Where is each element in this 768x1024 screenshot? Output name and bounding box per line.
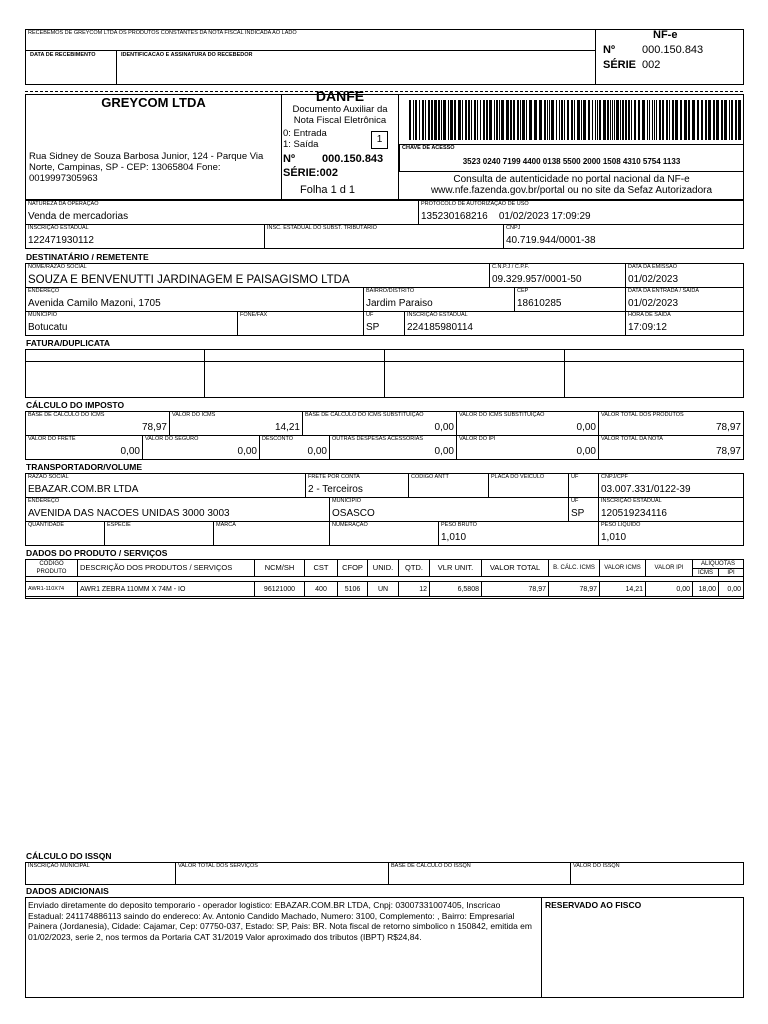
td-cfop: 5106 <box>337 581 368 597</box>
transp-especie-label: ESPÉCIE <box>107 522 131 528</box>
td-ncm: 96121000 <box>254 581 305 597</box>
transp-razao-label: RAZÃO SOCIAL <box>28 474 69 480</box>
td-vicms: 14,21 <box>599 581 646 597</box>
th-cst: CST <box>304 559 338 577</box>
danfe-subtitle1: Documento Auxiliar da <box>292 104 388 115</box>
bc-icms-label: BASE DE CÁLCULO DO ICMS <box>28 412 105 418</box>
consulta-line2: www.nfe.fazenda.gov.br/portal ou no site da Sefaz Autorizadora <box>430 185 713 196</box>
total-nota-label: VALOR TOTAL DA NOTA <box>601 436 663 442</box>
dest-fone-label: FONE/FAX <box>240 312 268 318</box>
issqn-total-label: VALOR TOTAL DOS SERVIÇOS <box>178 863 258 869</box>
bc-st-label: BASE DE CÁLCULO DO ICMS SUBSTITUIÇÃO <box>305 412 424 418</box>
ie-st-label: INSC. ESTADUAL DO SUBST. TRIBUTÁRIO <box>267 225 377 231</box>
dest-ie-value: 224185980114 <box>407 322 473 333</box>
th-vipi: VALOR IPI <box>645 559 693 577</box>
transp-razao-value: EBAZAR.COM.BR LTDA <box>28 484 139 495</box>
chave-value: 3523 0240 7199 4400 0138 5500 2000 1508 4310 5754 1133 <box>462 157 681 166</box>
dest-fone-cell <box>237 311 364 336</box>
total-nota-cell <box>598 435 744 460</box>
transp-frete-label: FRETE POR CONTA <box>308 474 360 480</box>
reservado-divider <box>541 897 542 998</box>
th-descricao: DESCRIÇÃO DOS PRODUTOS / SERVIÇOS <box>77 559 255 577</box>
dest-municipio-cell <box>25 311 238 336</box>
dest-entrada-cell <box>625 287 744 312</box>
danfe-serie: SÉRIE:002 <box>283 167 339 179</box>
dest-entrada-value: 01/02/2023 <box>628 298 679 309</box>
barcode <box>409 100 741 140</box>
canhoto-numero: 000.150.843 <box>642 44 704 56</box>
dest-endereco-label: ENDEREÇO <box>28 288 60 294</box>
transp-uf-label: UF <box>571 474 579 480</box>
cnpj-value: 40.719.944/0001-38 <box>506 235 596 246</box>
transp-antt-label: CODIGO ANTT <box>411 474 449 480</box>
adicionais-texto: Enviado diretamente do deposito temporario - operador logistico: EBAZAR.COM.BR LTDA, Cnpj: 03007331007405, Inscricao Estadual: 241174886113 saindo do endereco: Av. Antonio Candido Machado, Numero: 3100, Complemento: , Bairro: Empresarial Painera (Jordanesia), Cidade: Cajamar, Cep: 07750-037, Estado: SP, Pais: BR. Nota fiscal de retorno simbolico n 150842, emitida em 01/02/2023, serie 2, nos termos da Portaria CAT 31/2019 Valor aproximado dos tributos (IBPT) R$24,84. <box>28 900 532 942</box>
transp-municipio-cell <box>329 497 569 522</box>
dest-ie-label: INSCRIÇÃO ESTADUAL <box>407 312 468 318</box>
transp-bruto-cell <box>438 521 599 546</box>
protocolo-label: PROTOCOLO DE AUTORIZAÇÃO DE USO <box>421 201 529 207</box>
issqn-total-cell <box>175 862 389 885</box>
ie-cell <box>25 224 265 249</box>
transp-bruto-value: 1,010 <box>441 532 467 543</box>
outras-value: 0,00 <box>434 446 454 457</box>
transp-bruto-label: PESO BRUTO <box>441 522 477 528</box>
bc-st-cell <box>302 411 457 436</box>
dest-bairro-cell <box>363 287 515 312</box>
td-cst: 400 <box>304 581 338 597</box>
dest-municipio-label: MUNICÍPIO <box>28 312 58 318</box>
canhoto-serie-label: SÉRIE <box>603 59 637 71</box>
ie-label: INSCRIÇÃO ESTADUAL <box>28 225 89 231</box>
td-aipi: 0,00 <box>718 581 744 597</box>
data-recebimento-label: DATA DE RECEBIMENTO <box>30 52 96 58</box>
transp-liquido-cell <box>598 521 744 546</box>
dest-entrada-label: DATA DA ENTRADA / SAIDA <box>628 288 700 294</box>
seguro-value: 0,00 <box>237 446 257 457</box>
transp-endereco-value: AVENIDA DAS NACOES UNIDAS 3000 3003 <box>28 508 230 519</box>
transp-qtd-cell <box>25 521 105 546</box>
dest-cep-value: 18610285 <box>517 298 562 309</box>
dest-bairro-value: Jardim Paraiso <box>366 298 433 309</box>
transp-municipio-label: MUNICÍPIO <box>332 498 362 504</box>
th-cfop: CFOP <box>337 559 368 577</box>
natureza-value: Venda de mercadorias <box>28 211 129 222</box>
bc-icms-cell <box>25 411 170 436</box>
transp-frete-cell <box>305 473 409 498</box>
emitente-endereco: Rua Sidney de Souza Barbosa Junior, 124 - Parque Via Norte, Campinas, SP - CEP: 13065804 Fone: 0019997305963 <box>29 151 264 184</box>
dest-emissao-label: DATA DA EMISSÃO <box>628 264 678 270</box>
icms-cell <box>169 411 303 436</box>
danfe-entrada: 0: Entrada <box>283 128 327 139</box>
transp-endereco-cell <box>25 497 330 522</box>
total-nota-value: 78,97 <box>715 446 741 457</box>
dest-municipio-value: Botucatu <box>28 322 68 333</box>
transp-numeracao-cell <box>329 521 439 546</box>
th-codigo: CÓDIGO PRODUTO <box>25 559 78 577</box>
dest-endereco-value: Avenida Camilo Mazoni, 1705 <box>28 298 161 309</box>
td-vtotal: 78,97 <box>481 581 549 597</box>
dest-cep-cell <box>514 287 626 312</box>
dest-endereco-cell <box>25 287 364 312</box>
adicionais-section: DADOS ADICIONAIS <box>26 886 109 896</box>
transp-cnpj-value: 03.007.331/0122-39 <box>601 484 691 495</box>
dest-nome-label: NOME/RAZÃO SOCIAL <box>28 264 87 270</box>
fatura-col2 <box>384 349 385 398</box>
canhoto-numero-label: Nº <box>603 44 615 56</box>
dest-bairro-label: BAIRRO/DISTRITO <box>366 288 415 294</box>
transp-especie-cell <box>104 521 214 546</box>
issqn-im-label: INSCRIÇÃO MUNICIPAL <box>28 863 90 869</box>
transp-uf2-label: UF <box>571 498 579 504</box>
transp-marca-cell <box>213 521 330 546</box>
td-vunit: 6,5808 <box>429 581 482 597</box>
td-codigo: AWR1-110X74 <box>25 581 78 597</box>
dest-hora-cell <box>625 311 744 336</box>
dest-uf-value: SP <box>366 322 380 333</box>
th-bc: B. CÁLC. ICMS <box>548 559 600 577</box>
cnpj-label: CNPJ <box>506 225 521 231</box>
th-unid: UNID. <box>367 559 399 577</box>
transp-placa-label: PLACA DO VEÍCULO <box>491 474 545 480</box>
transp-cnpj-cell <box>598 473 744 498</box>
th-aicms: ICMS <box>692 568 719 577</box>
transp-uf2-value: SP <box>571 508 585 519</box>
transp-endereco-label: ENDEREÇO <box>28 498 60 504</box>
danfe-subtitle2: Nota Fiscal Eletrônica <box>293 115 387 126</box>
total-prod-cell <box>598 411 744 436</box>
transp-antt-cell <box>408 473 489 498</box>
th-ncm: NCM/SH <box>254 559 305 577</box>
protocolo-cell <box>418 200 744 225</box>
identificacao-label: IDENTIFICACAO E ASSINATURA DO RECEBEDOR <box>121 52 253 58</box>
total-prod-label: VALOR TOTAL DOS PRODUTOS <box>601 412 684 418</box>
dest-hora-label: HORA DE SAÍDA <box>628 312 671 318</box>
consulta-line1: Consulta de autenticidade no portal nacional da NF-e <box>453 174 690 185</box>
transp-placa-cell <box>488 473 569 498</box>
td-descricao: AWR1 ZEBRA 110MM X 74M - IO <box>77 581 255 597</box>
dest-cnpj-value: 09.329.957/0001-50 <box>492 274 582 285</box>
icms-st-value: 0,00 <box>576 422 596 433</box>
danfe-title: DANFE <box>315 88 365 104</box>
emitente-nome: GREYCOM LTDA <box>101 95 206 110</box>
dest-cnpj-label: C.N.P.J / C.P.F. <box>492 264 530 270</box>
issqn-bc-cell <box>388 862 571 885</box>
dest-hora-value: 17:09:12 <box>628 322 667 333</box>
transp-marca-label: MARCA <box>216 522 236 528</box>
reservado-fisco: RESERVADO AO FISCO <box>545 900 642 910</box>
chave-label: CHAVE DE ACESSO <box>402 145 455 151</box>
ipi-label: VALOR DO IPI <box>459 436 496 442</box>
dest-emissao-value: 01/02/2023 <box>628 274 679 285</box>
transp-razao-cell <box>25 473 306 498</box>
dest-uf-label: UF <box>366 312 374 318</box>
desconto-label: DESCONTO <box>262 436 294 442</box>
transp-liquido-label: PESO LÍQUIDO <box>601 522 641 528</box>
transp-qtd-label: QUANTIDADE <box>28 522 65 528</box>
ipi-value: 0,00 <box>576 446 596 457</box>
td-vipi: 0,00 <box>645 581 693 597</box>
danfe-saida: 1: Saída <box>283 139 319 150</box>
natureza-cell <box>25 200 419 225</box>
danfe-tipo: 1 <box>371 131 388 149</box>
dest-nome-value: SOUZA E BENVENUTTI JARDINAGEM E PAISAGISMO LTDA <box>28 274 350 286</box>
th-vunit: VLR UNIT. <box>429 559 482 577</box>
fatura-section: FATURA/DUPLICATA <box>26 338 111 348</box>
dest-cnpj-cell <box>489 263 626 288</box>
canhoto-text: RECEBEMOS DE GREYCOM LTDA OS PRODUTOS CONSTANTES DA NOTA FISCAL INDICADA AO LADO <box>28 30 297 36</box>
icms-label: VALOR DO ICMS <box>172 412 216 418</box>
td-qtd: 12 <box>398 581 430 597</box>
bc-st-value: 0,00 <box>434 422 454 433</box>
outras-cell <box>329 435 457 460</box>
danfe-folha: Folha 1 d 1 <box>300 184 356 196</box>
transp-municipio-value: OSASCO <box>332 508 375 519</box>
issqn-valor-cell <box>570 862 744 885</box>
frete-value: 0,00 <box>120 446 140 457</box>
transp-ie-value: 120519234116 <box>601 508 667 519</box>
issqn-bc-label: BASE DE CÁLCULO DO ISSQN <box>391 863 471 869</box>
transp-uf2-cell <box>568 497 599 522</box>
outras-label: OUTRAS DESPESAS ACESSÓRIAS <box>332 436 424 442</box>
icms-value: 14,21 <box>274 422 300 433</box>
issqn-im-cell <box>25 862 176 885</box>
th-vtotal: VALOR TOTAL <box>481 559 549 577</box>
canhoto-serie: 002 <box>642 59 661 71</box>
canhoto-nfe: NF-e <box>653 29 678 41</box>
fatura-col3 <box>564 349 565 398</box>
th-qtd: QTD. <box>398 559 430 577</box>
fatura-col1 <box>204 349 205 398</box>
transp-ie-label: INSCRIÇÃO ESTADUAL <box>601 498 662 504</box>
protocolo-value: 135230168216 01/02/2023 17:09:29 <box>421 211 591 222</box>
dest-uf-cell <box>363 311 405 336</box>
dest-emissao-cell <box>625 263 744 288</box>
dest-nome-cell <box>25 263 490 288</box>
frete-cell <box>25 435 143 460</box>
td-unid: UN <box>367 581 399 597</box>
transp-ie-cell <box>598 497 744 522</box>
bc-icms-value: 78,97 <box>141 422 167 433</box>
transportador-section: TRANSPORTADOR/VOLUME <box>26 462 143 472</box>
total-prod-value: 78,97 <box>715 422 741 433</box>
icms-st-cell <box>456 411 599 436</box>
ie-st-cell <box>264 224 504 249</box>
th-vicms: VALOR ICMS <box>599 559 646 577</box>
desconto-value: 0,00 <box>307 446 327 457</box>
th-aipi: IPI <box>718 568 744 577</box>
transp-uf-cell <box>568 473 599 498</box>
icms-st-label: VALOR DO ICMS SUBSTITUIÇÃO <box>459 412 545 418</box>
transp-liquido-value: 1,010 <box>601 532 627 543</box>
natureza-label: NATUREZA DA OPERAÇÃO <box>28 201 99 207</box>
td-aicms: 18,00 <box>692 581 719 597</box>
imposto-section: CÁLCULO DO IMPOSTO <box>26 400 125 410</box>
seguro-cell <box>142 435 260 460</box>
danfe-numero: 000.150.843 <box>322 153 384 165</box>
produtos-section: DADOS DO PRODUTO / SERVIÇOS <box>26 548 168 558</box>
th-aliq: ALÍQUOTAS <box>692 559 744 569</box>
td-bc: 78,97 <box>548 581 600 597</box>
transp-frete-value: 2 - Terceiros <box>308 484 363 495</box>
ipi-cell <box>456 435 599 460</box>
transp-numeracao-label: NUMERAÇÃO <box>332 522 368 528</box>
destinatario-section: DESTINATÁRIO / REMETENTE <box>26 252 149 262</box>
seguro-label: VALOR DO SEGURO <box>145 436 199 442</box>
frete-label: VALOR DO FRETE <box>28 436 76 442</box>
dest-cep-label: CEP <box>517 288 529 294</box>
ie-value: 122471930112 <box>28 235 94 246</box>
issqn-section: CÁLCULO DO ISSQN <box>26 851 112 861</box>
issqn-valor-label: VALOR DO ISSQN <box>573 863 620 869</box>
desconto-cell <box>259 435 330 460</box>
transp-cnpj-label: CNPJ/CPF <box>601 474 628 480</box>
dest-ie-cell <box>404 311 626 336</box>
cnpj-cell <box>503 224 744 249</box>
danfe-numero-label: Nº <box>283 153 295 165</box>
